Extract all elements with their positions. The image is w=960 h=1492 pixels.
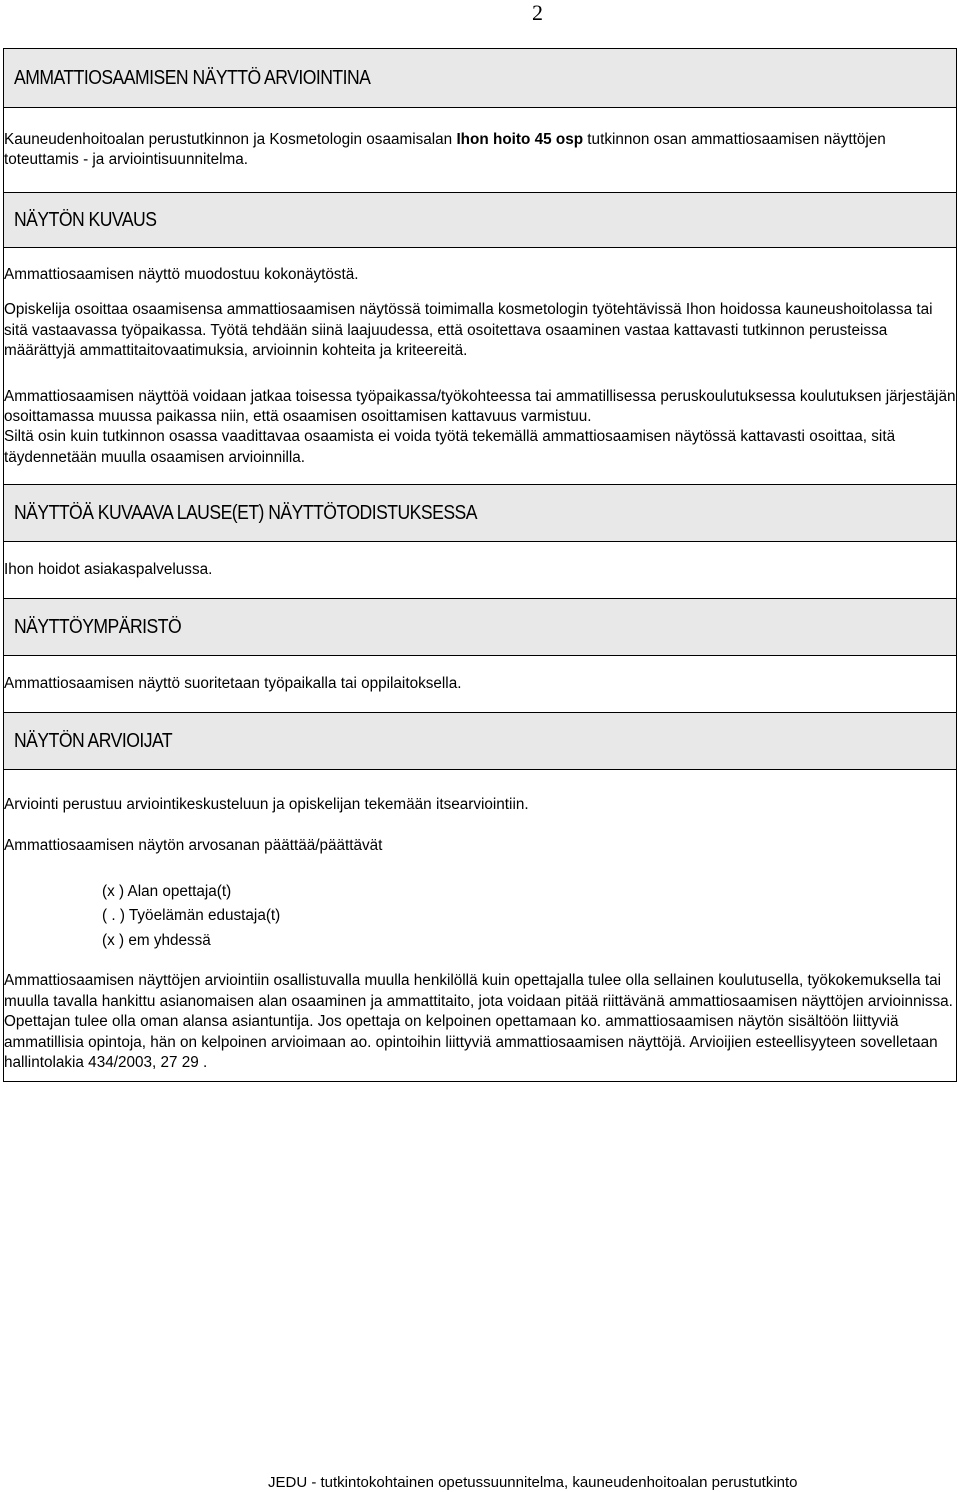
option-tyoelaman-edustaja: ( . ) Työelämän edustaja(t) (102, 907, 281, 925)
arvioijat-p1: Arviointi perustuu arviointikeskusteluun ja opiskelijan tekemään itsearviointiin. (4, 796, 529, 813)
kuvaus-p3: Ammattiosaamisen näyttöä voidaan jatkaa toisessa työpaikassa/työkohteessa tai ammatillisessa peruskoulutuksessa koulutuksen järjestäjän osoittamassa muussa paikassa niin, että osaamisen osoittamisen kattavuus varmistuu. (4, 387, 956, 426)
ymparisto-heading-cell (4, 599, 957, 656)
ymparisto-body-row (4, 656, 957, 713)
lause-body-cell (4, 542, 957, 599)
arvioijat-heading-row (4, 713, 957, 770)
kuvaus-p4: Siltä osin kuin tutkinnon osassa vaadittavaa osaamista ei voida työtä tekemällä ammattiosaamisen näytössä kattavasti osoittaa, sitä täydennetään muulla osaamisen arvioinnilla. (4, 428, 896, 466)
section-title: AMMATTIOSAAMISEN NÄYTTÖ ARVIOINTINA (14, 66, 371, 89)
ymparisto-body-cell (4, 656, 957, 713)
option-alan-opettaja: (x ) Alan opettaja(t) (102, 882, 232, 900)
arvioijat-heading-cell (4, 713, 957, 770)
lause-heading-cell (4, 485, 957, 542)
arvioijat-p2: Ammattiosaamisen näytön arvosanan päättää/päättävät (4, 837, 383, 855)
lause-text: Ihon hoidot asiakaspalvelussa. (4, 560, 213, 578)
intro-text-bold: Ihon hoito 45 osp (456, 131, 584, 148)
section-title-cell (4, 49, 957, 108)
arvioijat-body-cell (4, 770, 957, 1082)
kuvaus-body-cell (4, 248, 957, 485)
option-em-yhdessa: (x ) em yhdessä (102, 931, 211, 949)
arvioijat-p3: Ammattiosaamisen näyttöjen arviointiin osallistuvalla muulla henkilöllä kuin opettajalla tulee olla sellainen koulutusella, työkokemuksella tai muulla tavalla hankittu asianomaisen alan osaaminen ja ammattitaito, jota voidaan pitää riittävänä ammattiosaamisen näyttöjen arvioinnissa. Opettajan tulee olla oman alansa asiantuntija. Jos opettaja on kelpoinen opettamaan ko. ammattiosaamisen näytön sisältöön liittyviä ammatillisia opintoja, hän on kelpoinen arvioimaan ao. opintoihin liittyviä ammattiosaamisen näyttöjä. Arvioijien esteellisyyteen sovelletaan hallintolakia 434/2003, 27 29 . (4, 972, 953, 1071)
lause-body-row (4, 542, 957, 599)
assessment-form-table (3, 48, 957, 1082)
ymparisto-text: Ammattiosaamisen näyttö suoritetaan työpaikalla tai oppilaitoksella. (4, 674, 462, 692)
lause-heading-row (4, 485, 957, 542)
kuvaus-body-row (4, 248, 957, 485)
intro-text-start: Kauneudenhoitoalan perustutkinnon ja Kosmetologin osaamisalan (4, 131, 457, 148)
intro-row (4, 108, 957, 193)
kuvaus-p1: Ammattiosaamisen näyttö muodostuu kokonäytöstä. (4, 266, 359, 283)
kuvaus-heading-row (4, 193, 957, 248)
intro-text-end: tutkinnon osan ammattiosaamisen näyttöjen toteuttamis - ja arviointisuunnitelma. (4, 131, 886, 169)
lause-heading: NÄYTTÖÄ KUVAAVA LAUSE(ET) NÄYTTÖTODISTUKSESSA (14, 501, 477, 524)
arvioijat-heading: NÄYTÖN ARVIOIJAT (14, 729, 173, 752)
arvioijat-body-row (4, 770, 957, 1082)
page-footer: JEDU - tutkintokohtainen opetussuunnitelma, kauneudenhoitoalan perustutkinto (268, 1474, 798, 1491)
intro-text (4, 130, 956, 171)
kuvaus-heading: NÄYTÖN KUVAUS (14, 208, 157, 231)
ymparisto-heading-row (4, 599, 957, 656)
kuvaus-p2: Opiskelija osoittaa osaamisensa ammattiosaamisen näytössä toimimalla kosmetologin työtehtävissä Ihon hoidossa kauneushoitolassa tai sitä vastaavassa työpaikassa. Työtä tehdään siinä laajuudessa, että osoitettava osaaminen vastaa kattavasti tutkinnon perusteissa määrättyjä ammattitaitovaatimuksia, arvioinnin kohteita ja kriteereitä. (4, 301, 933, 360)
ymparisto-heading: NÄYTTÖYMPÄRISTÖ (14, 615, 182, 638)
arvioija-options (102, 880, 956, 954)
page-number: 2 (532, 0, 543, 25)
kuvaus-heading-cell (4, 193, 957, 248)
intro-cell (4, 108, 957, 193)
section-title-row (4, 49, 957, 108)
